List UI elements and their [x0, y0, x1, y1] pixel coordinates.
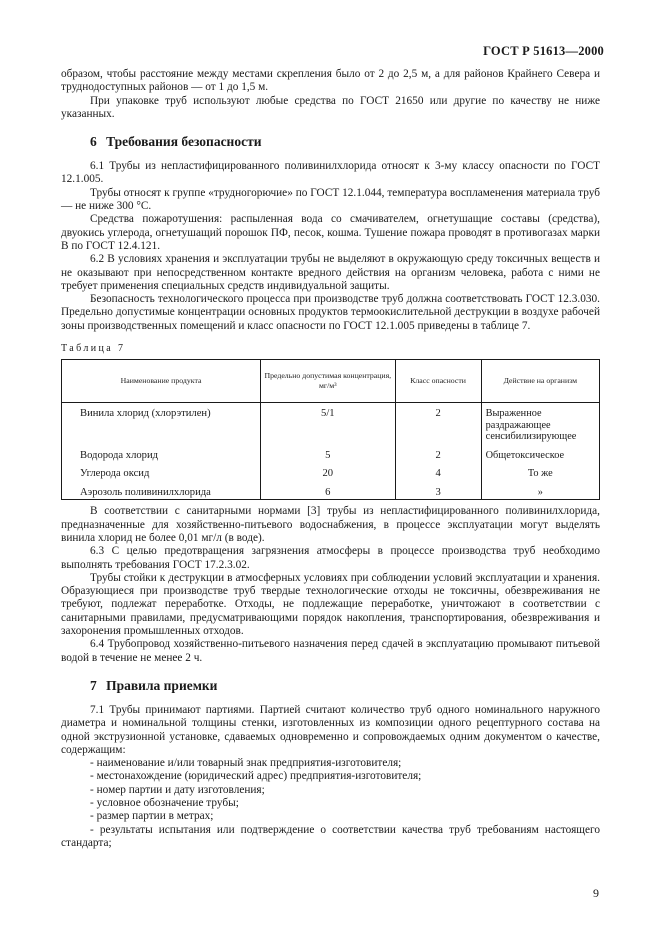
cell-name: Водорода хлорид: [62, 444, 261, 463]
table-row: [62, 403, 600, 444]
cell-name: Углерода оксид: [62, 462, 261, 481]
section-6-paragraph-5: Безопасность технологического процесса при производстве труб должна соответствовать ГОСТ 12.3.030. Предельно допустимые концентрации основных продуктов термоокислительной деструкции в воздухе рабочей зоны производственных помещений и класс опасности по ГОСТ 12.1.005 приведены в таблице 7.: [61, 293, 600, 332]
section-7-heading: [90, 678, 600, 693]
after-table-paragraph-3: Трубы стойки к деструкции в атмосферных условиях при соблюдении условий эксплуатации и хранения. Образующиеся при производстве труб твердые технологические отходы не токсичны, обезвреживания не требуют, подлежат переработке. Отходы, не подлежащие переработке, уничтожают в соответствии с санитарными правилами, предусматривающими порядок накопления, транспортирования, обезвреживания и захоронения промышленных отходов.: [61, 571, 600, 638]
intro-paragraph-2: При упаковке труб используют любые средства по ГОСТ 21650 или другие по качеству не ниже указанных.: [61, 94, 600, 120]
table-row: [62, 444, 600, 463]
intro-paragraph-1: образом, чтобы расстояние между местами скрепления было от 2 до 2,5 м, а для районов Крайнего Севера и труднодоступных районов — от 1 до 1,5 м.: [61, 68, 600, 94]
list-item: - номер партии и дату изготовления;: [90, 783, 265, 796]
column-header-class: Класс опасности: [395, 360, 481, 403]
document-header-id: ГОСТ Р 51613—2000: [483, 44, 604, 58]
table-row: [62, 481, 600, 500]
list-item: - размер партии в метрах;: [90, 810, 214, 823]
section-6-title: Требования безопасности: [106, 134, 262, 150]
cell-pdk: 20: [261, 462, 396, 481]
cell-pdk: 5: [261, 444, 396, 463]
section-7-paragraph-1: 7.1 Трубы принимают партиями. Партией считают количество труб одного номинального наружного диаметра и номинальной толщины стенки, изготовленных из композиции одного рецептурного состава на одной экструзионной установке, сдаваемых одновременно и сопровождаемых одним документом о качестве, содержащим:: [61, 703, 600, 756]
section-6-heading: [90, 134, 600, 149]
section-6-paragraph-3: Средства пожаротушения: распыленная вода со смачивателем, огнетушащие составы (средства), двуокись углерода, огнетушащий порошок ПФ, песок, кошма. Тушение пожара проводят в противогазах марки В по ГОСТ 12.4.121.: [61, 213, 600, 252]
cell-effect: То же: [481, 462, 599, 481]
column-header-name: Наименование продукта: [62, 360, 261, 403]
cell-class: 2: [395, 403, 481, 444]
list-item: - результаты испытания или подтверждение о соответствии качества труб требованиям настоящего стандарта;: [61, 823, 600, 849]
cell-class: 4: [395, 462, 481, 481]
section-7-title: Правила приемки: [106, 677, 218, 693]
cell-pdk: 5/1: [261, 403, 396, 444]
section-6-paragraph-4: 6.2 В условиях хранения и эксплуатации трубы не выделяют в окружающую среду токсичных веществ и не оказывают при непосредственном контакте вредного действия на организм человека, работа с ними не требует применения специальных средств индивидуальной защиты.: [61, 253, 600, 292]
page-number: 9: [593, 886, 599, 900]
cell-name: Аэрозоль поливинилхлорида: [62, 481, 261, 500]
list-item: - условное обозначение трубы;: [90, 796, 239, 809]
column-header-pdk: Предельно допустимая концентрация, мг/м³: [261, 360, 396, 403]
section-6-paragraph-1: 6.1 Трубы из непластифицированного поливинилхлорида относят к 3-му классу опасности по ГОСТ 12.1.005.: [61, 160, 600, 186]
cell-class: 3: [395, 481, 481, 500]
after-table-paragraph-4: 6.4 Трубопровод хозяйственно-питьевого назначения перед сдачей в эксплуатацию промывают питьевой водой в течение не менее 2 ч.: [61, 638, 600, 664]
table-7-caption: Таблица 7: [61, 343, 126, 355]
cell-name: Винила хлорид (хлорэтилен): [62, 403, 261, 444]
page-content: [61, 68, 600, 850]
after-table-paragraph-1: В соответствии с санитарными нормами [3] трубы из непластифицированного поливинилхлорида, предназначенные для хозяйственно-питьевого водоснабжения, в процессе эксплуатации могут выделять винила хлорид не более 0,01 мг/л (в воде).: [61, 505, 600, 544]
column-header-effect: Действие на организм: [481, 360, 599, 403]
table-header-row: [62, 360, 600, 403]
cell-effect: Выраженное раздражающее сенсибилизирующее: [481, 403, 599, 444]
cell-pdk: 6: [261, 481, 396, 500]
section-7-number: 7: [90, 677, 97, 693]
table-row: [62, 462, 600, 481]
section-6-paragraph-2: Трубы относят к группе «трудногорючие» по ГОСТ 12.1.044, температура воспламенения материала труб — не ниже 300 °С.: [61, 186, 600, 213]
table-7: [61, 359, 600, 500]
list-item: - местонахождение (юридический адрес) предприятия-изготовителя;: [90, 770, 422, 783]
list-item: - наименование и/или товарный знак предприятия-изготовителя;: [90, 757, 402, 770]
cell-class: 2: [395, 444, 481, 463]
after-table-paragraph-2: 6.3 С целью предотвращения загрязнения атмосферы в процессе производства труб необходимо выполнять требования ГОСТ 17.2.3.02.: [61, 545, 600, 571]
cell-effect: »: [481, 481, 599, 500]
cell-effect: Общетоксическое: [481, 444, 599, 463]
section-6-number: 6: [90, 134, 97, 150]
